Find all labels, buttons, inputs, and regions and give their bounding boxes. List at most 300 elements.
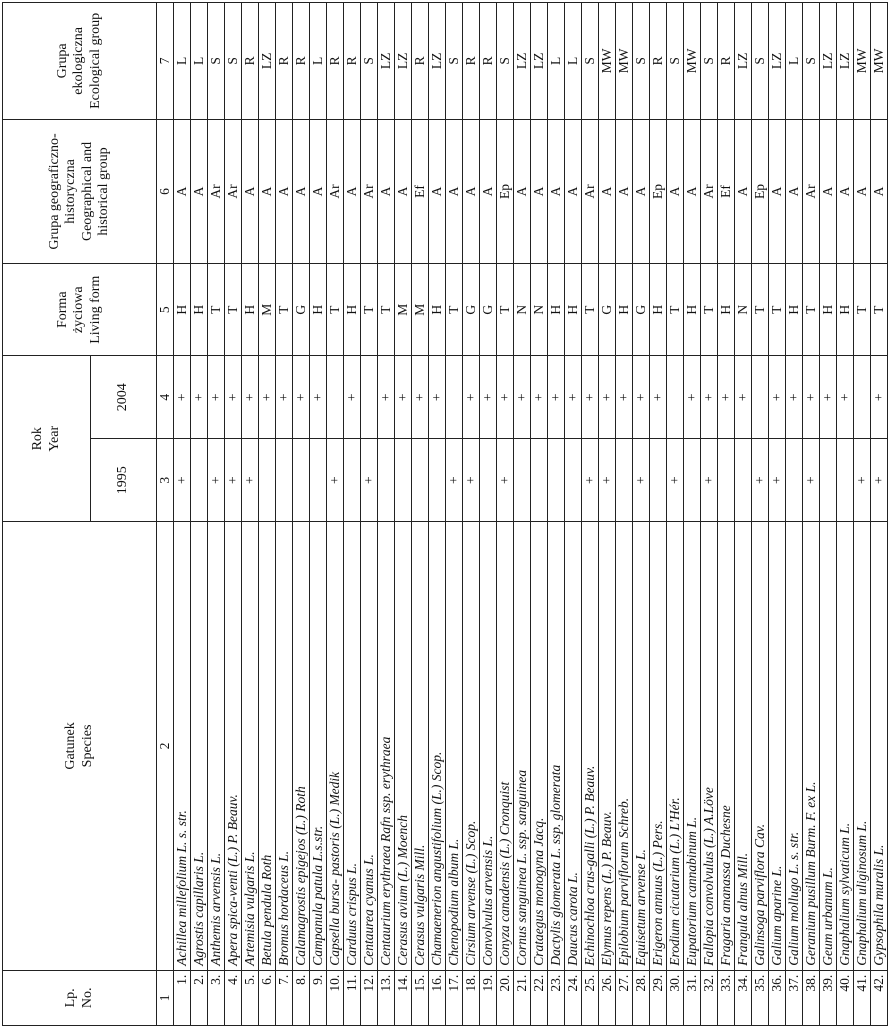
presence-2004: + [548, 356, 565, 439]
geo-group: A [633, 119, 650, 263]
living-form: H [616, 264, 633, 356]
table-row [820, 3, 837, 1026]
presence-1995 [412, 439, 429, 522]
row-number: 18. [463, 970, 480, 1025]
geo-group: A [446, 119, 463, 263]
column-number: 6 [157, 119, 174, 263]
table-row [565, 3, 582, 1026]
species-name: Fallopia convolvulus (L.) A.Löve [701, 522, 718, 971]
presence-1995 [650, 439, 667, 522]
presence-2004 [361, 356, 378, 439]
header-year-1995: 1995 [91, 439, 157, 522]
row-number: 41. [854, 970, 871, 1025]
geo-group: A [429, 119, 446, 263]
geo-group: Ar [208, 119, 225, 263]
living-form: G [599, 264, 616, 356]
header-lp [3, 970, 157, 1025]
eco-group: LZ [429, 3, 446, 120]
row-number: 32. [701, 970, 718, 1025]
presence-1995: + [599, 439, 616, 522]
species-name: Bromus hordaceus L. [276, 522, 293, 971]
eco-group: S [225, 3, 242, 120]
eco-group: L [786, 3, 803, 120]
header-row [3, 3, 91, 1026]
living-form: T [854, 264, 871, 356]
presence-2004: + [191, 356, 208, 439]
table-row [667, 3, 684, 1026]
species-name: Betula pendula Roth [259, 522, 276, 971]
table-row [497, 3, 514, 1026]
species-name: Crataegus monogyna Jacq. [531, 522, 548, 971]
geo-group: A [174, 119, 191, 263]
presence-2004: + [718, 356, 735, 439]
living-form: H [548, 264, 565, 356]
table-row [276, 3, 293, 1026]
geo-group: A [310, 119, 327, 263]
living-form: T [769, 264, 786, 356]
table-row [412, 3, 429, 1026]
presence-2004: + [463, 356, 480, 439]
living-form: H [344, 264, 361, 356]
row-number: 20. [497, 970, 514, 1025]
column-number: 3 [157, 439, 174, 522]
presence-1995: + [582, 439, 599, 522]
geo-group: A [786, 119, 803, 263]
living-form: T [208, 264, 225, 356]
header-living-form [3, 264, 157, 356]
row-number: 35. [752, 970, 769, 1025]
geo-group: A [565, 119, 582, 263]
table-row [225, 3, 242, 1026]
presence-1995 [514, 439, 531, 522]
table-row [752, 3, 769, 1026]
eco-group: LZ [820, 3, 837, 120]
species-name: Capsella bursa- pastoris (L.) Medik [327, 522, 344, 971]
living-form: T [701, 264, 718, 356]
species-name: Dactylis glomerata L. ssp. glomerata [548, 522, 565, 971]
eco-group: S [667, 3, 684, 120]
eco-group: LZ [514, 3, 531, 120]
presence-1995: + [769, 439, 786, 522]
presence-1995 [735, 439, 752, 522]
living-form: H [242, 264, 259, 356]
eco-group: R [412, 3, 429, 120]
living-form: M [259, 264, 276, 356]
header-geo-group-en2: historical group [95, 147, 111, 236]
eco-group: R [344, 3, 361, 120]
living-form: M [412, 264, 429, 356]
living-form: H [565, 264, 582, 356]
row-number: 7. [276, 970, 293, 1025]
species-name: Anthemis arvensis L. [208, 522, 225, 971]
presence-1995 [293, 439, 310, 522]
header-geo-group-pl2: historyczna [63, 159, 79, 224]
table-row [531, 3, 548, 1026]
eco-group: LZ [531, 3, 548, 120]
geo-group: A [871, 119, 888, 263]
presence-2004: + [174, 356, 191, 439]
presence-1995 [378, 439, 395, 522]
living-form: G [633, 264, 650, 356]
presence-2004 [667, 356, 684, 439]
presence-1995: + [463, 439, 480, 522]
presence-1995: + [361, 439, 378, 522]
species-name: Galium mollugo L. s. str. [786, 522, 803, 971]
presence-2004: + [310, 356, 327, 439]
geo-group: A [548, 119, 565, 263]
eco-group: LZ [378, 3, 395, 120]
geo-group: A [854, 119, 871, 263]
table-row [361, 3, 378, 1026]
row-number: 3. [208, 970, 225, 1025]
living-form: G [463, 264, 480, 356]
presence-1995 [480, 439, 497, 522]
header-year [3, 356, 91, 522]
header-lp-en: No. [79, 987, 95, 1009]
presence-1995 [786, 439, 803, 522]
presence-1995 [191, 439, 208, 522]
eco-group: MW [854, 3, 871, 120]
presence-1995 [531, 439, 548, 522]
living-form: H [786, 264, 803, 356]
table-row [684, 3, 701, 1026]
species-rows [174, 3, 888, 1026]
eco-group: S [497, 3, 514, 120]
presence-1995 [684, 439, 701, 522]
living-form: T [446, 264, 463, 356]
species-name: Geum urbanum L. [820, 522, 837, 971]
living-form: H [718, 264, 735, 356]
species-name: Chenopodium album L. [446, 522, 463, 971]
presence-1995 [344, 439, 361, 522]
presence-1995: + [854, 439, 871, 522]
row-number: 28. [633, 970, 650, 1025]
presence-1995 [276, 439, 293, 522]
geo-group: A [395, 119, 412, 263]
geo-group: Ar [327, 119, 344, 263]
header-eco-group [3, 3, 157, 120]
row-number: 29. [650, 970, 667, 1025]
presence-2004: + [565, 356, 582, 439]
eco-group: L [310, 3, 327, 120]
living-form: T [752, 264, 769, 356]
species-name: Gnaphalium uliginosum L. [854, 522, 871, 971]
presence-1995: + [327, 439, 344, 522]
header-living-form-pl: Forma życiowa [55, 286, 87, 334]
geo-group: A [293, 119, 310, 263]
presence-2004: + [412, 356, 429, 439]
table-row [871, 3, 888, 1026]
geo-group: A [599, 119, 616, 263]
eco-group: S [446, 3, 463, 120]
living-form: T [327, 264, 344, 356]
presence-2004: + [820, 356, 837, 439]
eco-group: L [565, 3, 582, 120]
presence-2004 [327, 356, 344, 439]
geo-group: A [769, 119, 786, 263]
table-row [650, 3, 667, 1026]
living-form: T [276, 264, 293, 356]
header-year-2004: 2004 [91, 356, 157, 439]
row-number: 31. [684, 970, 701, 1025]
column-number: 1 [157, 970, 174, 1025]
row-number: 14. [395, 970, 412, 1025]
row-number: 8. [293, 970, 310, 1025]
column-number: 4 [157, 356, 174, 439]
species-name: Centaurium erythraea Rafn ssp. erythraea [378, 522, 395, 971]
living-form: H [310, 264, 327, 356]
presence-2004 [752, 356, 769, 439]
table-row [701, 3, 718, 1026]
living-form: T [667, 264, 684, 356]
row-number: 10. [327, 970, 344, 1025]
geo-group: A [820, 119, 837, 263]
eco-group: S [361, 3, 378, 120]
presence-2004: + [786, 356, 803, 439]
eco-group: LZ [259, 3, 276, 120]
row-number: 30. [667, 970, 684, 1025]
presence-2004: + [701, 356, 718, 439]
header-lp-pl: Lp. [63, 988, 79, 1008]
geo-group: A [531, 119, 548, 263]
header-species-en: Species [79, 724, 95, 768]
header-year-pl: Rok [30, 427, 46, 451]
row-number: 37. [786, 970, 803, 1025]
presence-1995 [548, 439, 565, 522]
eco-group: R [650, 3, 667, 120]
presence-2004: + [395, 356, 412, 439]
presence-2004: + [650, 356, 667, 439]
presence-1995: + [225, 439, 242, 522]
geo-group: A [480, 119, 497, 263]
presence-1995 [718, 439, 735, 522]
presence-2004: + [225, 356, 242, 439]
row-number: 17. [446, 970, 463, 1025]
eco-group: MW [616, 3, 633, 120]
row-number: 19. [480, 970, 497, 1025]
table-row [344, 3, 361, 1026]
geo-group: Ef [718, 119, 735, 263]
species-name: Fragaria ananassa Duchesne [718, 522, 735, 971]
living-form: T [582, 264, 599, 356]
geo-group: A [667, 119, 684, 263]
table-row [327, 3, 344, 1026]
presence-2004: + [582, 356, 599, 439]
eco-group: R [276, 3, 293, 120]
presence-2004: + [871, 356, 888, 439]
table-row [633, 3, 650, 1026]
geo-group: Ar [803, 119, 820, 263]
living-form: N [735, 264, 752, 356]
presence-2004: + [769, 356, 786, 439]
living-form: G [293, 264, 310, 356]
row-number: 42. [871, 970, 888, 1025]
living-form: H [837, 264, 854, 356]
species-name: Cornus sanguinea L. ssp. sanguinea [514, 522, 531, 971]
species-name: Cerasus avium (L.) Moench [395, 522, 412, 971]
presence-2004: + [378, 356, 395, 439]
eco-group: S [208, 3, 225, 120]
table-row [480, 3, 497, 1026]
eco-group: MW [871, 3, 888, 120]
row-number: 1. [174, 970, 191, 1025]
table-row [293, 3, 310, 1026]
table-row [854, 3, 871, 1026]
row-number: 23. [548, 970, 565, 1025]
eco-group: LZ [735, 3, 752, 120]
row-number: 13. [378, 970, 395, 1025]
row-number: 15. [412, 970, 429, 1025]
table-row [718, 3, 735, 1026]
row-number: 33. [718, 970, 735, 1025]
row-number: 36. [769, 970, 786, 1025]
species-name: Erigeron annuus (L.) Pers. [650, 522, 667, 971]
row-number: 24. [565, 970, 582, 1025]
eco-group: S [633, 3, 650, 120]
presence-2004: + [429, 356, 446, 439]
eco-group: LZ [395, 3, 412, 120]
eco-group: L [191, 3, 208, 120]
species-name: Campanula patula L.s.str. [310, 522, 327, 971]
species-name: Calamagrostis epigejos (L.) Roth [293, 522, 310, 971]
living-form: H [429, 264, 446, 356]
species-name: Galium aparine L. [769, 522, 786, 971]
row-number: 5. [242, 970, 259, 1025]
geo-group: A [684, 119, 701, 263]
presence-1995: + [871, 439, 888, 522]
species-name: Cirsium arvense (L.) Scop. [463, 522, 480, 971]
presence-2004: + [514, 356, 531, 439]
geo-group: A [735, 119, 752, 263]
geo-group: Ep [650, 119, 667, 263]
eco-group: L [548, 3, 565, 120]
species-name: Achillea millefolium L. s. str. [174, 522, 191, 971]
living-form: H [684, 264, 701, 356]
column-number: 5 [157, 264, 174, 356]
geo-group: Ar [361, 119, 378, 263]
presence-1995: + [446, 439, 463, 522]
header-living-form-en: Living form [87, 275, 103, 344]
table-row [548, 3, 565, 1026]
table-row [191, 3, 208, 1026]
table-row [208, 3, 225, 1026]
presence-2004: + [276, 356, 293, 439]
table-row [310, 3, 327, 1026]
species-name: Conyza canadensis (L.) Cronquist [497, 522, 514, 971]
eco-group: S [752, 3, 769, 120]
species-name: Epilobium parviflorum Schreb. [616, 522, 633, 971]
geo-group: A [616, 119, 633, 263]
species-name: Geranium pusillum Burm. F. ex L. [803, 522, 820, 971]
presence-1995 [310, 439, 327, 522]
row-number: 26. [599, 970, 616, 1025]
geo-group: Ar [701, 119, 718, 263]
eco-group: LZ [837, 3, 854, 120]
eco-group: R [463, 3, 480, 120]
eco-group: R [293, 3, 310, 120]
row-number: 4. [225, 970, 242, 1025]
column-number: 7 [157, 3, 174, 120]
geo-group: A [191, 119, 208, 263]
species-name: Artemisia vulgaris L. [242, 522, 259, 971]
row-number: 2. [191, 970, 208, 1025]
presence-1995 [395, 439, 412, 522]
eco-group: R [480, 3, 497, 120]
row-number: 38. [803, 970, 820, 1025]
presence-2004: + [344, 356, 361, 439]
table-row [174, 3, 191, 1026]
table-row [378, 3, 395, 1026]
geo-group: Ar [225, 119, 242, 263]
table-row [242, 3, 259, 1026]
column-number: 2 [157, 522, 174, 971]
row-number: 21. [514, 970, 531, 1025]
row-number: 12. [361, 970, 378, 1025]
species-name: Carduus crispus L. [344, 522, 361, 971]
table-row [446, 3, 463, 1026]
presence-1995: + [174, 439, 191, 522]
geo-group: A [514, 119, 531, 263]
row-number: 22. [531, 970, 548, 1025]
species-name: Agrostis capillaris L. [191, 522, 208, 971]
species-name: Convolvulus arvensis L. [480, 522, 497, 971]
species-table [2, 2, 888, 1026]
row-number: 39. [820, 970, 837, 1025]
species-name: Echinochloa crus-galli (L.) P. Beauv. [582, 522, 599, 971]
eco-group: R [718, 3, 735, 120]
row-number: 11. [344, 970, 361, 1025]
presence-2004: + [684, 356, 701, 439]
living-form: H [174, 264, 191, 356]
presence-2004: + [803, 356, 820, 439]
living-form: T [803, 264, 820, 356]
eco-group: S [582, 3, 599, 120]
presence-1995 [429, 439, 446, 522]
presence-1995: + [752, 439, 769, 522]
eco-group: S [701, 3, 718, 120]
header-eco-group-en: Ecological group [87, 12, 103, 109]
geo-group: A [259, 119, 276, 263]
presence-2004 [854, 356, 871, 439]
living-form: T [361, 264, 378, 356]
table-row [582, 3, 599, 1026]
presence-1995 [565, 439, 582, 522]
presence-1995 [616, 439, 633, 522]
header-eco-group-pl2: ekologiczna [71, 27, 87, 95]
eco-group: LZ [769, 3, 786, 120]
species-name: Eupatorium cannabinum L. [684, 522, 701, 971]
eco-group: R [242, 3, 259, 120]
eco-group: R [327, 3, 344, 120]
header-species-pl: Gatunek [63, 722, 79, 770]
living-form: N [514, 264, 531, 356]
header-year-en: Year [46, 425, 62, 452]
living-form: M [395, 264, 412, 356]
table-row [769, 3, 786, 1026]
eco-group: MW [684, 3, 701, 120]
living-form: H [650, 264, 667, 356]
presence-1995: + [701, 439, 718, 522]
living-form: T [497, 264, 514, 356]
header-geo-group-pl1: Grupa geograficzno- [47, 133, 63, 250]
presence-1995 [259, 439, 276, 522]
presence-2004: + [259, 356, 276, 439]
column-number-row [157, 3, 174, 1026]
presence-2004: + [293, 356, 310, 439]
species-name: Chamaenerion angustifolium (L.) Scop. [429, 522, 446, 971]
table-row [599, 3, 616, 1026]
row-number: 25. [582, 970, 599, 1025]
